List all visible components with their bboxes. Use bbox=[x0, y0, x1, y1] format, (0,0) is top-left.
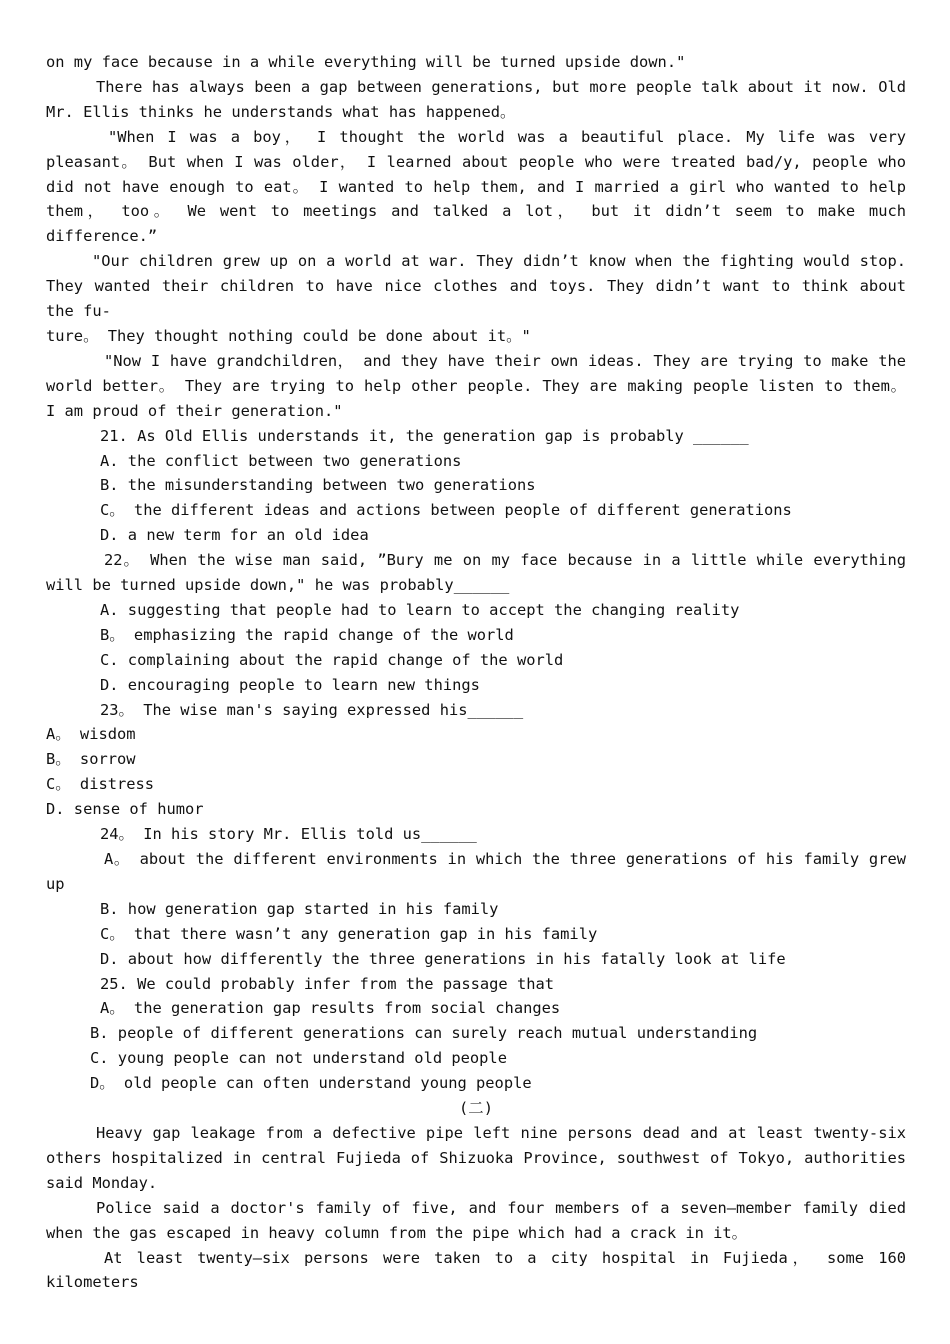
question-22-stem: 22。 When the wise man said, ”Bury me on my face because in a little while everything will be turned upside down," he was probably______ bbox=[46, 551, 906, 595]
question-25-stem: 25. We could probably infer from the passage that bbox=[100, 974, 555, 993]
question-24-option-d: D. about how differently the three generations in his fatally look at life bbox=[100, 949, 786, 968]
passage-paragraph: At least twenty—six persons were taken to a city hospital in Fujieda， some 160 kilometers bbox=[46, 1248, 906, 1292]
question-22-option-d: D. encouraging people to learn new things bbox=[100, 675, 480, 694]
question-24-stem: 24。 In his story Mr. Ellis told us______ bbox=[100, 825, 477, 844]
passage-paragraph: Heavy gap leakage from a defective pipe left nine persons dead and at least twenty-six others hospitalized in central Fujieda of Shizuoka Province, southwest of Tokyo, authorities said Monday. bbox=[46, 1123, 906, 1192]
question-23-stem: 23。 The wise man's saying expressed his______ bbox=[100, 700, 524, 719]
question-24-option-a: A。 about the different environments in which the three generations of his family grew up bbox=[46, 850, 906, 893]
question-21-stem: 21. As Old Ellis understands it, the generation gap is probably ______ bbox=[100, 426, 749, 445]
passage-paragraph: Police said a doctor's family of five, and four members of a seven—member family died when the gas escaped in heavy column from the pipe which had a crack in it。 bbox=[46, 1198, 906, 1242]
question-22-option-b: B。 emphasizing the rapid change of the world bbox=[100, 625, 514, 644]
question-23-option-c: C。 distress bbox=[46, 775, 155, 794]
question-25-option-b: B. people of different generations can surely reach mutual understanding bbox=[90, 1024, 758, 1043]
question-21-option-d: D. a new term for an old idea bbox=[100, 526, 369, 545]
passage-paragraph: "Now I have grandchildren， and they have their own ideas. They are trying to make the world better。 They are trying to help other people. They are making people listen to them。 I am proud of their generation." bbox=[46, 351, 906, 420]
question-23-option-b: B。 sorrow bbox=[46, 750, 136, 769]
question-25-option-d: D。 old people can often understand young people bbox=[90, 1074, 532, 1093]
document-page bbox=[46, 50, 906, 1295]
passage-paragraph: There has always been a gap between generations, but more people talk about it now. Old Mr. Ellis thinks he understands what has happened。 bbox=[46, 77, 906, 121]
question-23-option-a: A。 wisdom bbox=[46, 725, 136, 744]
question-21-option-b: B. the misunderstanding between two generations bbox=[100, 476, 536, 495]
passage-paragraph: ture。 They thought nothing could be done about it。" bbox=[46, 326, 531, 345]
question-25-option-c: C. young people can not understand old people bbox=[90, 1049, 507, 1068]
passage-paragraph: "When I was a boy， I thought the world was a beautiful place. My life was very pleasant。 But when I was older， I learned about people who were treated bad/y, people who did not have enough to eat。 I wanted to help them, and I married a girl who wanted to help them， too。 We went to meetings and talked a lot， but it didn’t seem to make much difference.” bbox=[46, 127, 906, 246]
question-22-option-c: C. complaining about the rapid change of the world bbox=[100, 650, 564, 669]
question-21-option-c: C。 the different ideas and actions between people of different generations bbox=[100, 501, 792, 520]
passage-fragment: on my face because in a while everything will be turned upside down." bbox=[46, 53, 686, 71]
question-22-option-a: A. suggesting that people had to learn to accept the changing reality bbox=[100, 600, 740, 619]
question-24-option-c: C。 that there wasn’t any generation gap in his family bbox=[100, 924, 598, 943]
question-23-option-d: D. sense of humor bbox=[46, 800, 204, 819]
passage-paragraph: "Our children grew up on a world at war. They didn’t know when the fighting would stop. They wanted their children to have nice clothes and toys. They didn’t want to think about the fu- bbox=[46, 252, 906, 321]
question-25-option-a: A。 the generation gap results from social changes bbox=[100, 999, 561, 1018]
section-heading: (二) bbox=[459, 1099, 493, 1118]
question-24-option-b: B. how generation gap started in his family bbox=[100, 899, 499, 918]
question-21-option-a: A. the conflict between two generations bbox=[100, 451, 462, 470]
